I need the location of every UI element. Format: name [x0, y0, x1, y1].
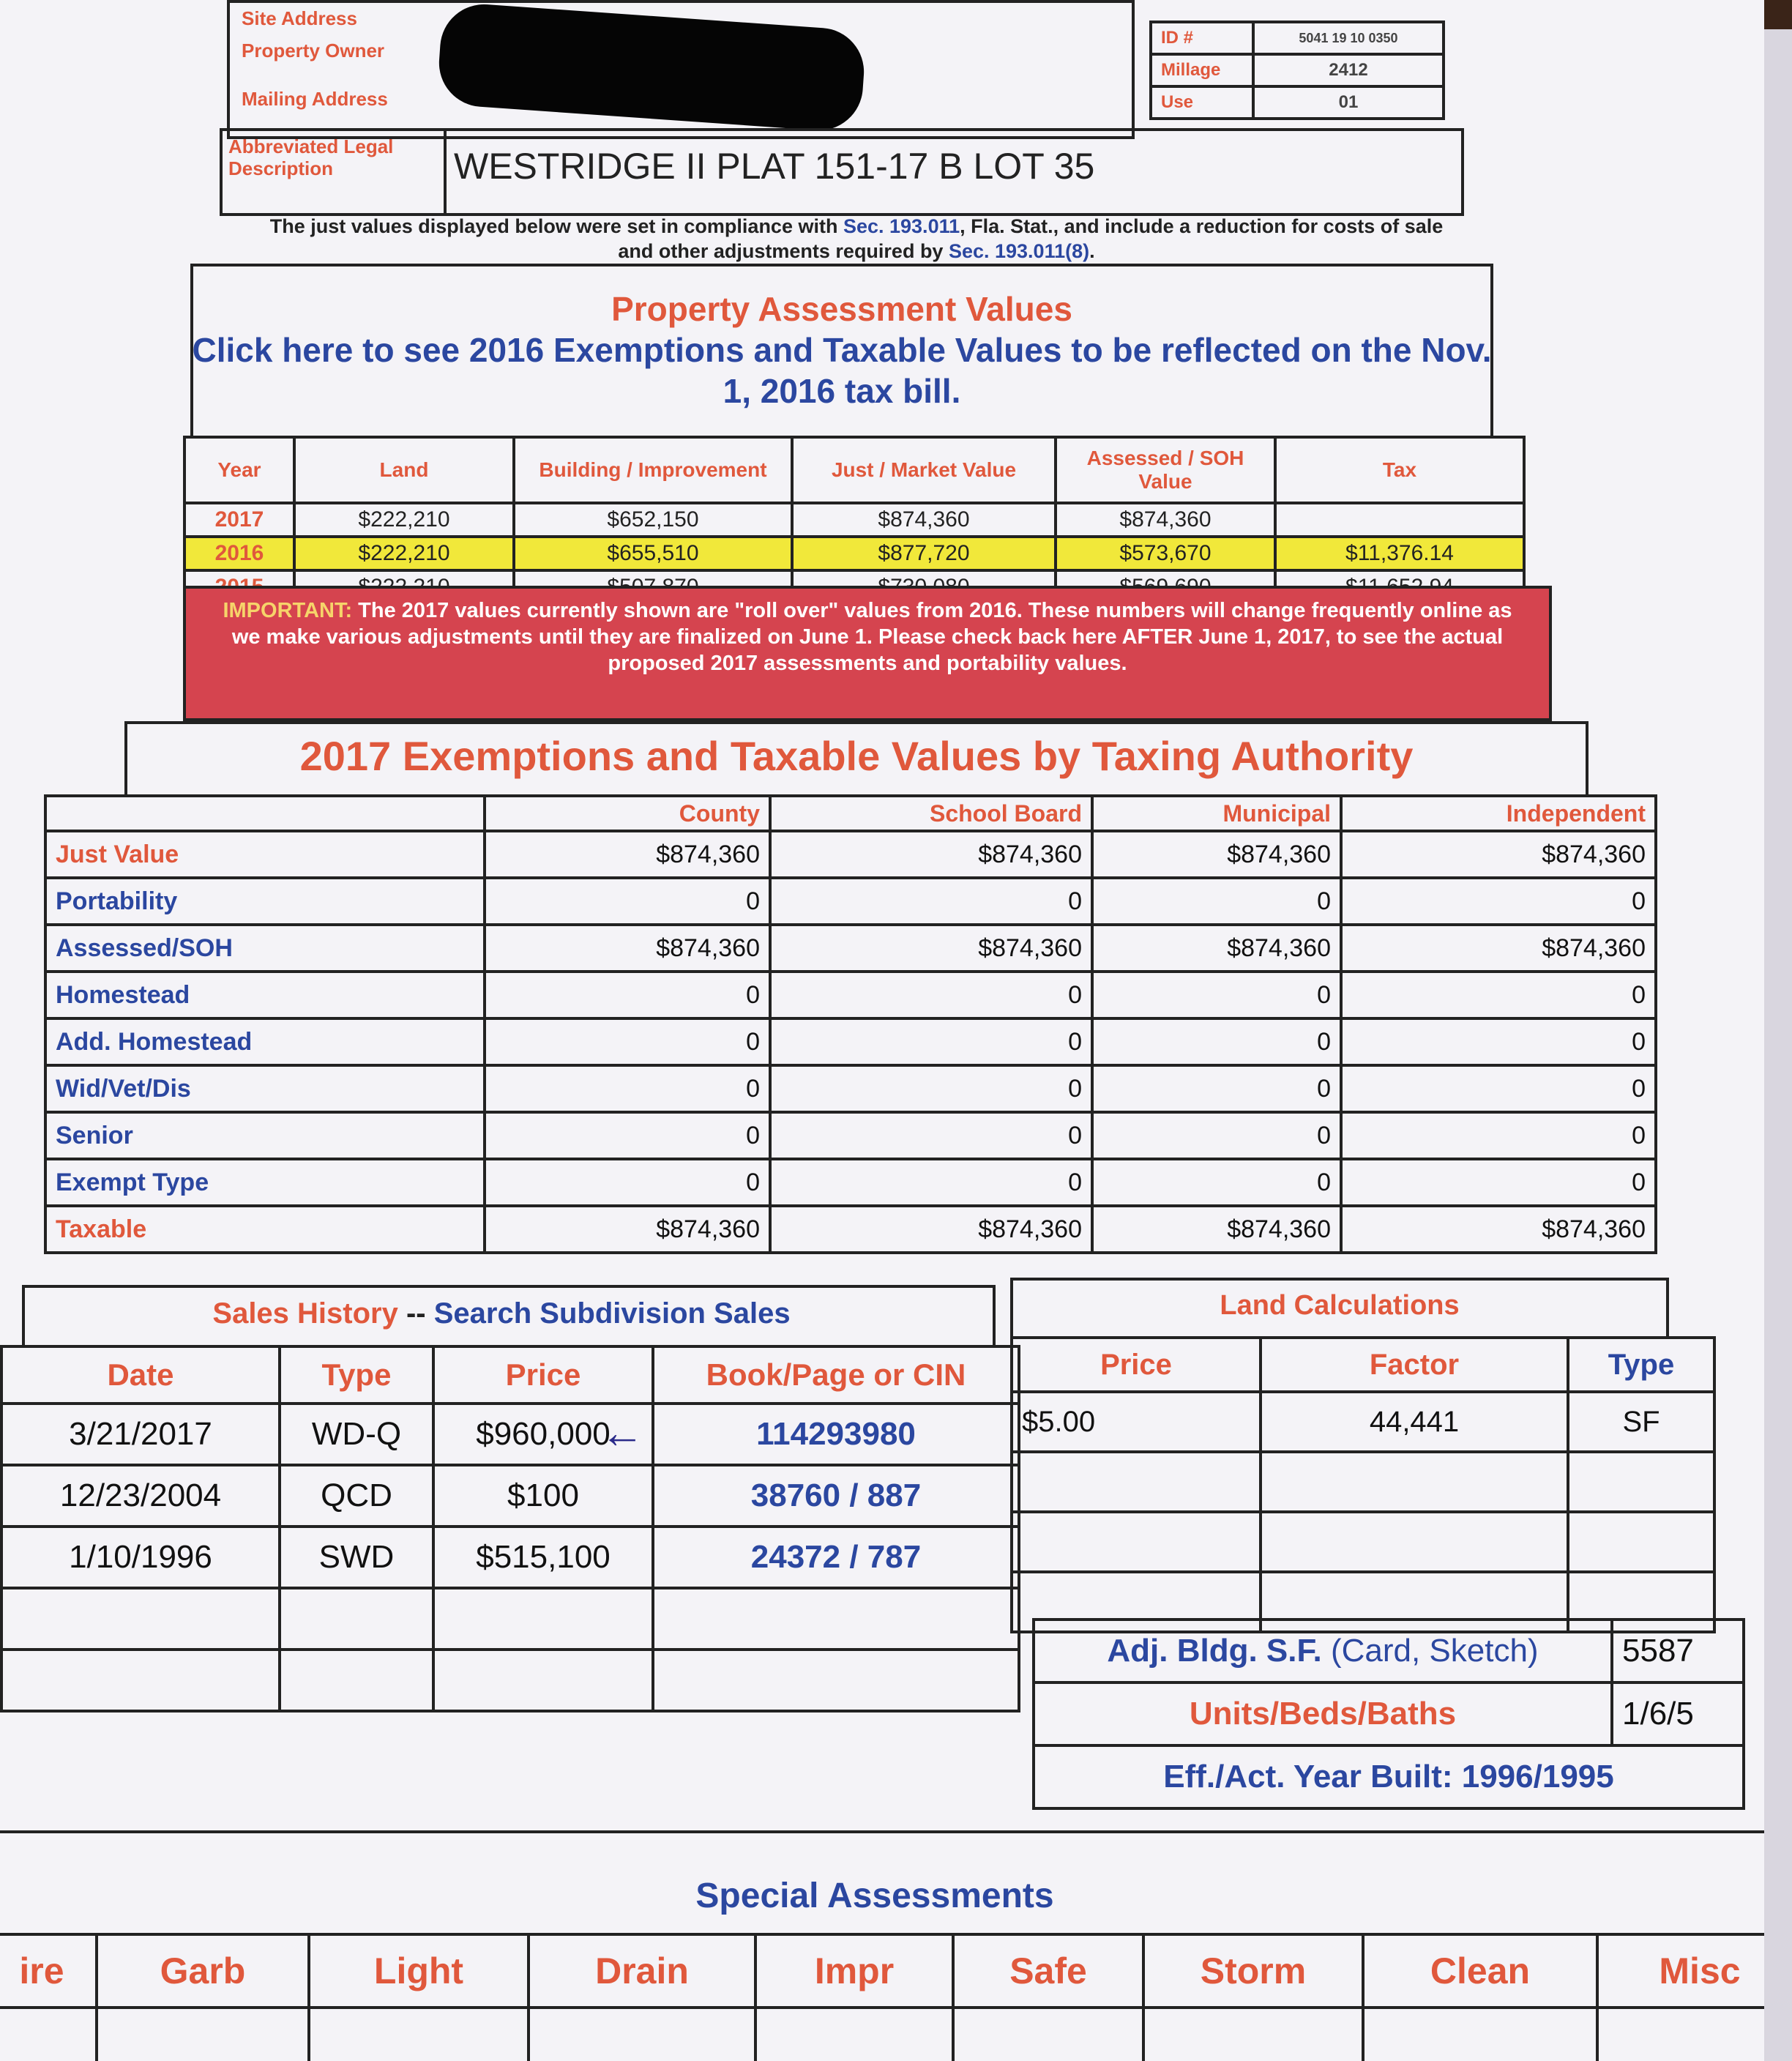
col-fire: ire — [0, 1934, 97, 2008]
col-impr: Impr — [755, 1934, 953, 2008]
row-label: Senior — [45, 1112, 485, 1159]
school-cell: 0 — [770, 1112, 1092, 1159]
mailing-address-label: Mailing Address — [242, 88, 388, 110]
year-built-row — [1034, 1745, 1744, 1808]
school-cell: $874,360 — [770, 831, 1092, 878]
site-address-label: Site Address — [242, 7, 357, 29]
row-label: Portability — [45, 878, 485, 925]
col-storm: Storm — [1143, 1934, 1363, 2008]
school-cell: 0 — [770, 1018, 1092, 1065]
school-cell: $874,360 — [770, 1206, 1092, 1253]
col-factor: Factor — [1261, 1338, 1568, 1392]
independent-cell: 0 — [1341, 972, 1656, 1018]
col-garb: Garb — [97, 1934, 309, 2008]
special-assessments-title: Special Assessments — [695, 1876, 1054, 1915]
col-price: Price — [433, 1346, 653, 1404]
building-table — [1032, 1618, 1745, 1810]
school-cell: 0 — [770, 972, 1092, 1018]
handwritten-arrow-icon: ← — [600, 1408, 644, 1457]
table-row-empty — [1, 1650, 1019, 1711]
col-land: Land — [294, 437, 514, 503]
adj-bldg-row — [1034, 1620, 1744, 1682]
col-type: Type — [1568, 1338, 1714, 1392]
municipal-cell: $874,360 — [1092, 1206, 1341, 1253]
date-cell: 1/10/1996 — [1, 1527, 280, 1588]
col-independent: Independent — [1341, 796, 1656, 831]
school-cell: $874,360 — [770, 925, 1092, 972]
sales-table — [0, 1345, 1020, 1712]
legal-label: Abbreviated Legal Description — [228, 135, 394, 179]
row-label: Just Value — [45, 831, 485, 878]
type-cell: SWD — [280, 1527, 433, 1588]
assessed-cell: $874,360 — [1056, 503, 1275, 537]
adj-bldg-label — [1034, 1620, 1612, 1682]
millage-label: Millage — [1151, 54, 1253, 86]
assessment-title: Property Assessment Values — [611, 290, 1072, 328]
col-type: Type — [280, 1346, 433, 1404]
table-row-highlighted — [184, 537, 1524, 570]
table-row — [1, 1527, 1019, 1588]
col-price: Price — [1012, 1338, 1261, 1392]
col-municipal: Municipal — [1092, 796, 1341, 831]
independent-cell: 0 — [1341, 878, 1656, 925]
table-row — [184, 503, 1524, 537]
book-link[interactable]: 114293980 — [653, 1404, 1019, 1465]
building-cell: $655,510 — [514, 537, 792, 570]
municipal-cell: 0 — [1092, 1018, 1341, 1065]
county-cell: 0 — [485, 1018, 770, 1065]
adj-bldg-label-b: (Card, Sketch) — [1321, 1633, 1539, 1669]
type-cell: QCD — [280, 1465, 433, 1527]
sales-title-separator: -- — [397, 1297, 434, 1330]
year-cell: 2017 — [184, 503, 294, 537]
county-cell: $874,360 — [485, 1206, 770, 1253]
independent-cell: 0 — [1341, 1159, 1656, 1206]
row-label: Taxable — [45, 1206, 485, 1253]
col-safe: Safe — [953, 1934, 1143, 2008]
row-label: Exempt Type — [45, 1159, 485, 1206]
factor-cell: 44,441 — [1261, 1392, 1568, 1452]
adj-bldg-label-a: Adj. Bldg. S.F. — [1107, 1633, 1322, 1669]
use-label: Use — [1151, 86, 1253, 119]
tax-cell — [1275, 503, 1524, 537]
independent-cell: 0 — [1341, 1112, 1656, 1159]
row-label: Homestead — [45, 972, 485, 1018]
exemptions-title: 2017 Exemptions and Taxable Values by Taxing Authority — [299, 733, 1414, 779]
school-cell: 0 — [770, 1065, 1092, 1112]
search-subdivision-sales-link[interactable]: Search Subdivision Sales — [433, 1297, 791, 1330]
table-row — [45, 878, 1656, 925]
row-label: Assessed/SOH — [45, 925, 485, 972]
land-table — [1010, 1336, 1716, 1633]
col-year: Year — [184, 437, 294, 503]
independent-cell: 0 — [1341, 1018, 1656, 1065]
row-label: Add. Homestead — [45, 1018, 485, 1065]
date-cell: 3/21/2017 — [1, 1404, 280, 1465]
assessed-cell: $573,670 — [1056, 537, 1275, 570]
col-assessed: Assessed / SOH Value — [1056, 437, 1275, 503]
table-row — [45, 831, 1656, 878]
note-text-3: . — [1089, 240, 1095, 262]
exemptions-table — [44, 794, 1657, 1254]
units-label: Units/Beds/Baths — [1034, 1682, 1612, 1745]
just-cell: $874,360 — [792, 503, 1056, 537]
legal-description: WESTRIDGE II PLAT 151-17 B LOT 35 — [454, 146, 1095, 187]
land-title: Land Calculations — [1220, 1290, 1460, 1321]
property-owner-label: Property Owner — [242, 40, 385, 62]
municipal-cell: 0 — [1092, 878, 1341, 925]
county-cell: $874,360 — [485, 831, 770, 878]
col-light: Light — [309, 1934, 529, 2008]
school-cell: 0 — [770, 1159, 1092, 1206]
assessment-table — [183, 436, 1526, 605]
col-school-board: School Board — [770, 796, 1092, 831]
county-cell: $874,360 — [485, 925, 770, 972]
county-cell: 0 — [485, 1112, 770, 1159]
col-date: Date — [1, 1346, 280, 1404]
building-cell: $652,150 — [514, 503, 792, 537]
school-cell: 0 — [770, 878, 1092, 925]
use-value: 01 — [1253, 86, 1444, 119]
col-clean: Clean — [1363, 1934, 1597, 2008]
col-drain: Drain — [529, 1934, 755, 2008]
book-link[interactable]: 38760 / 887 — [653, 1465, 1019, 1527]
col-building: Building / Improvement — [514, 437, 792, 503]
tax-cell: $11,376.14 — [1275, 537, 1524, 570]
table-row — [1, 1404, 1019, 1465]
id-table — [1149, 21, 1445, 120]
book-link[interactable]: 24372 / 787 — [653, 1527, 1019, 1588]
col-county: County — [485, 796, 770, 831]
independent-cell: $874,360 — [1341, 1206, 1656, 1253]
municipal-cell: 0 — [1092, 1065, 1341, 1112]
important-notice — [183, 586, 1552, 721]
independent-cell: 0 — [1341, 1065, 1656, 1112]
table-row-empty — [1, 1588, 1019, 1650]
id-value: 5041 19 10 0350 — [1253, 22, 1444, 54]
municipal-cell: $874,360 — [1092, 831, 1341, 878]
sales-title — [22, 1297, 981, 1330]
table-row — [45, 972, 1656, 1018]
land-cell: $222,210 — [294, 503, 514, 537]
table-row — [45, 925, 1656, 972]
note-text-1: The just values displayed below were set in compliance with — [269, 215, 843, 237]
exemptions-2016-link[interactable]: Click here to see 2016 Exemptions and Taxable Values to be reflected on the Nov. 1, 2016 tax bill. — [192, 331, 1492, 410]
units-row — [1034, 1682, 1744, 1745]
sales-history-label: Sales History — [212, 1297, 398, 1330]
table-row — [45, 1018, 1656, 1065]
table-row — [45, 1065, 1656, 1112]
table-row — [45, 1159, 1656, 1206]
table-row — [45, 1112, 1656, 1159]
table-row-empty — [1012, 1452, 1714, 1512]
units-value: 1/6/5 — [1612, 1682, 1744, 1745]
row-label: Wid/Vet/Dis — [45, 1065, 485, 1112]
year-cell: 2016 — [184, 537, 294, 570]
independent-cell: $874,360 — [1341, 831, 1656, 878]
just-cell: $877,720 — [792, 537, 1056, 570]
table-row-empty — [1012, 1512, 1714, 1572]
independent-cell: $874,360 — [1341, 925, 1656, 972]
type-cell: SF — [1568, 1392, 1714, 1452]
statute-link-2[interactable]: Sec. 193.011(8) — [948, 240, 1090, 262]
type-cell: WD-Q — [280, 1404, 433, 1465]
col-book: Book/Page or CIN — [653, 1346, 1019, 1404]
municipal-cell: 0 — [1092, 1112, 1341, 1159]
note-text-2: , Fla. Stat., and include a reduction for costs of sale and other adjustments required by — [618, 215, 1444, 262]
county-cell: 0 — [485, 1065, 770, 1112]
col-just: Just / Market Value — [792, 437, 1056, 503]
county-cell: 0 — [485, 972, 770, 1018]
municipal-cell: 0 — [1092, 972, 1341, 1018]
statute-link-1[interactable]: Sec. 193.011 — [843, 215, 960, 237]
price-cell: $5.00 — [1012, 1392, 1261, 1452]
table-row — [45, 1206, 1656, 1253]
table-row — [1012, 1392, 1714, 1452]
year-built: Eff./Act. Year Built: 1996/1995 — [1034, 1745, 1744, 1808]
price-cell: $515,100 — [433, 1527, 653, 1588]
date-cell: 12/23/2004 — [1, 1465, 280, 1527]
county-cell: 0 — [485, 1159, 770, 1206]
millage-value: 2412 — [1253, 54, 1444, 86]
table-row — [1, 1465, 1019, 1527]
county-cell: 0 — [485, 878, 770, 925]
id-label: ID # — [1151, 22, 1253, 54]
col-misc: Misc — [1597, 1934, 1764, 2008]
important-label: IMPORTANT: — [223, 599, 353, 622]
col-empty — [45, 796, 485, 831]
municipal-cell: $874,360 — [1092, 925, 1341, 972]
price-cell: $960,000 — [433, 1404, 653, 1465]
adj-bldg-value: 5587 — [1612, 1620, 1744, 1682]
municipal-cell: 0 — [1092, 1159, 1341, 1206]
just-value-note — [264, 214, 1449, 264]
special-assessments-table — [0, 1933, 1764, 2061]
important-text: The 2017 values currently shown are "roll over" values from 2016. These numbers will change frequently online as we make various adjustments until they are finalized on June 1. Please check back here AFTER June 1, 2017, to see the actual proposed 2017 assessments and portability values. — [231, 599, 1512, 675]
price-cell: $100 — [433, 1465, 653, 1527]
col-tax: Tax — [1275, 437, 1524, 503]
land-cell: $222,210 — [294, 537, 514, 570]
